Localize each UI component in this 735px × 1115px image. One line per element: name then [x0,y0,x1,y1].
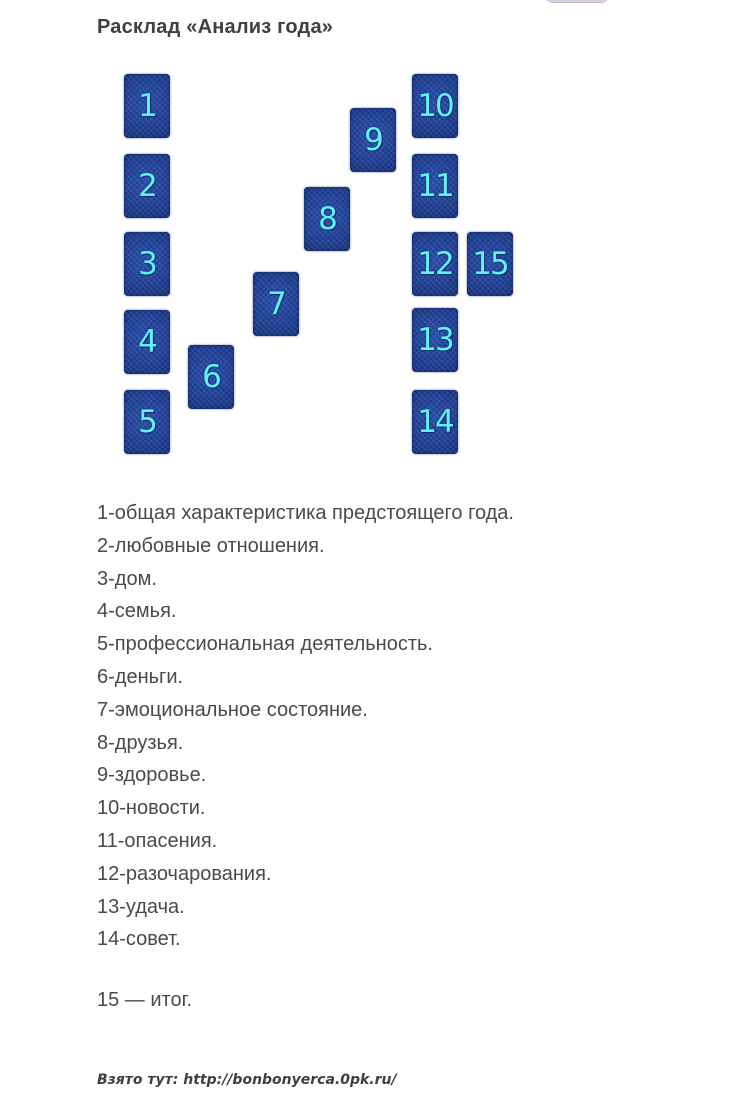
card-number: 7 [267,285,285,322]
legend-item: 12-разочарования. [97,862,272,885]
legend-item: 1-общая характеристика предстоящего года. [97,502,514,524]
legend-item: 10-новости. [97,797,206,820]
card-number: 11 [417,167,453,204]
source-credit: Взято тут: http://bonbonyerca.0pk.ru/ [97,1072,397,1088]
legend-item: 5-профессиональная деятельность. [97,633,433,656]
tarot-card-10 [412,74,458,138]
legend-item: 4-семья. [97,600,177,623]
card-number: 14 [417,403,453,440]
card-number: 5 [138,403,156,440]
tarot-card-14 [412,390,458,454]
card-number: 13 [417,321,453,358]
card-number: 12 [417,245,453,282]
tarot-card-13 [412,308,458,372]
card-number: 2 [138,167,156,204]
card-number: 15 [472,245,508,282]
tarot-card-4 [124,310,170,374]
page-title: Расклад «Анализ года» [97,16,334,38]
tarot-card-9 [350,108,396,172]
tarot-card-2 [124,154,170,218]
card-number: 10 [417,87,453,124]
legend-item: 3-дом. [97,567,157,590]
card-number: 9 [364,121,382,158]
card-number: 3 [138,245,156,282]
tarot-card-7 [253,272,299,336]
legend-item: 14-совет. [97,928,181,951]
tarot-card-15 [467,232,513,296]
legend-item: 13-удача. [97,895,185,918]
tarot-card-5 [124,390,170,454]
card-number: 6 [202,358,220,395]
card-number: 8 [318,200,336,237]
tarot-card-3 [124,232,170,296]
position-legend [97,497,514,956]
tarot-card-8 [304,187,350,251]
card-spread [0,0,735,470]
tarot-card-12 [412,232,458,296]
legend-item: 6-деньги. [97,665,184,688]
legend-item: 8-друзья. [97,731,184,754]
tarot-card-11 [412,154,458,218]
legend-item: 11-опасения. [97,829,218,852]
legend-item: 7-эмоциональное состояние. [97,698,368,721]
legend-item: 9-здоровье. [97,764,207,787]
tarot-card-1 [124,74,170,138]
card-number: 1 [138,87,156,124]
card-number: 4 [138,323,156,360]
legend-item-total: 15 — итог. [97,989,192,1011]
legend-item: 2-любовные отношения. [97,534,325,557]
tarot-card-6 [188,345,234,409]
